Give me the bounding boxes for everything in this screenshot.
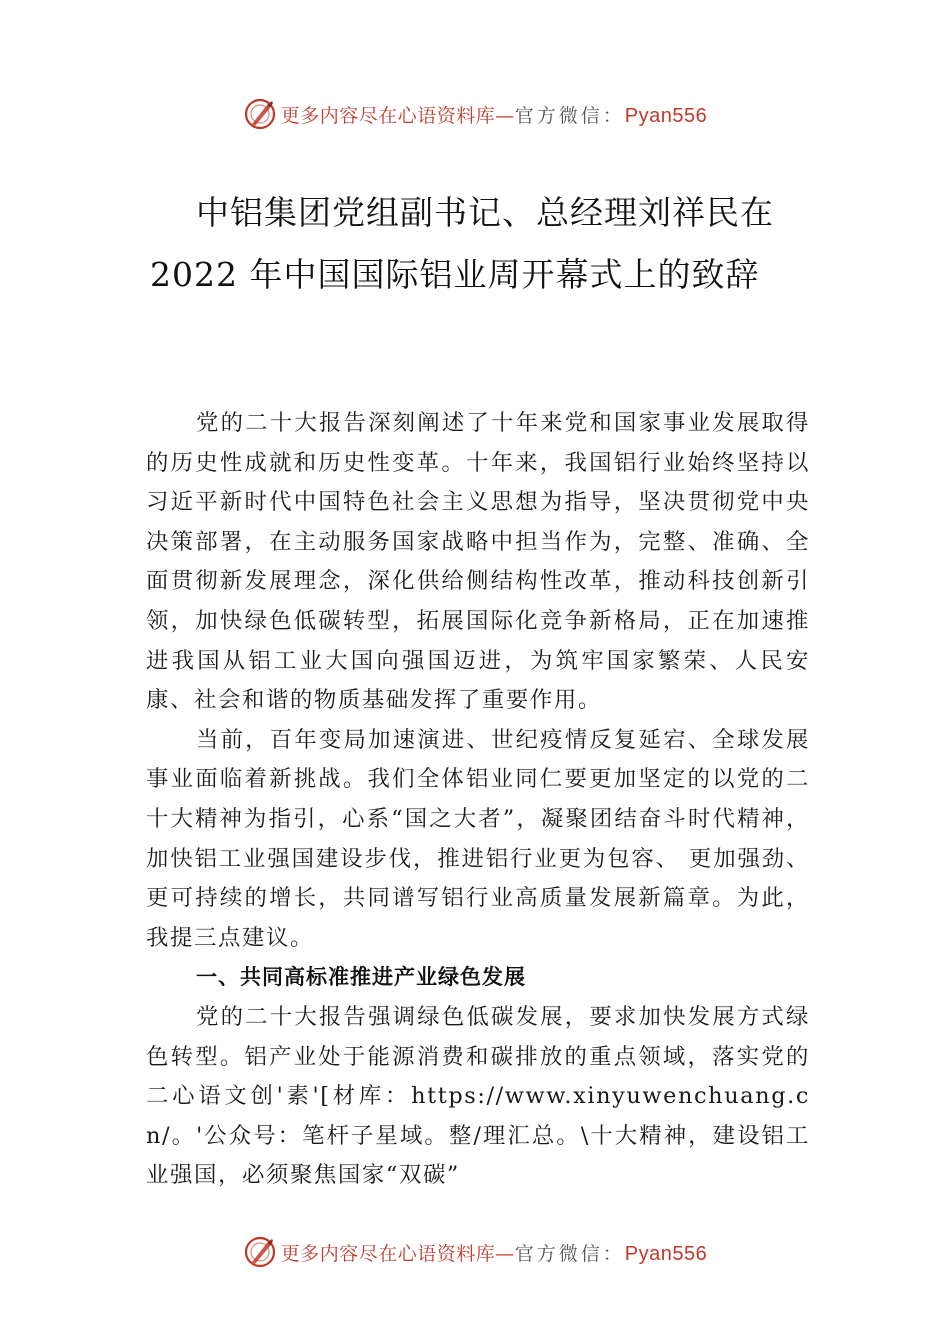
watermark-wechat-id: Pyan556 [624, 104, 708, 127]
document-title: 中铝集团党组副书记、总经理刘祥民在 2022 年中国国际铝业周开幕式上的致辞 [150, 193, 774, 294]
document-body [146, 404, 810, 1196]
body-paragraph-2: 当前，百年变局加速演进、世纪疫情反复延宕、全球发展事业面临着新挑战。我们全体铝业同仁要更加坚定的以党的二十大精神为指引，心系“国之大者”，凝聚团结奋斗时代精神，加快铝工业强国建设步伐，推进铝行业更为包容、 更加强劲、更可持续的增长，共同谱写铝行业高质量发展新篇章。为此，我提三点建议。 [146, 726, 810, 951]
watermark-banner-bottom [0, 1232, 950, 1272]
watermark-wechat-label: 官方微信： [514, 1242, 625, 1265]
body-paragraph-3: 党的二十大报告强调绿色低碳发展，要求加快发展方式绿色转型。铝产业处于能源消费和碳排放的重点领域，落实党的二心语文创'素'[材库：https://www.xinyuwenchuang.cn/。'公众号：笔杆子星域。整/理汇总。\十大精神，建设铝工业强国，必须聚焦国家“双碳” [146, 1003, 810, 1189]
watermark-dash: — [495, 1242, 515, 1265]
watermark-banner-top [0, 94, 950, 134]
watermark-text [281, 1239, 708, 1266]
body-paragraph-1: 党的二十大报告深刻阐述了十年来党和国家事业发展取得的历史性成就和历史性变革。十年来，我国铝行业始终坚持以习近平新时代中国特色社会主义思想为指导，坚决贯彻党中央决策部署，在主动服务国家战略中担当作为，完整、准确、全面贯彻新发展理念，深化供给侧结构性改革，推动科技创新引领，加快绿色低碳转型，拓展国际化竞争新格局，正在加速推进我国从铝工业大国向强国迈进，为筑牢国家繁荣、人民安康、社会和谐的物质基础发挥了重要作用。 [146, 410, 810, 714]
library-logo-icon [243, 1235, 277, 1269]
section-heading-1: 一、共同高标准推进产业绿色发展 [196, 965, 526, 990]
watermark-wechat-id: Pyan556 [624, 1242, 708, 1265]
watermark-dash: — [495, 104, 515, 127]
watermark-wechat-label: 官方微信： [514, 104, 625, 127]
watermark-library-name: 更多内容尽在心语资料库 [280, 104, 496, 127]
watermark-library-name: 更多内容尽在心语资料库 [280, 1242, 496, 1265]
library-logo-icon [243, 97, 277, 131]
watermark-text [281, 101, 708, 128]
